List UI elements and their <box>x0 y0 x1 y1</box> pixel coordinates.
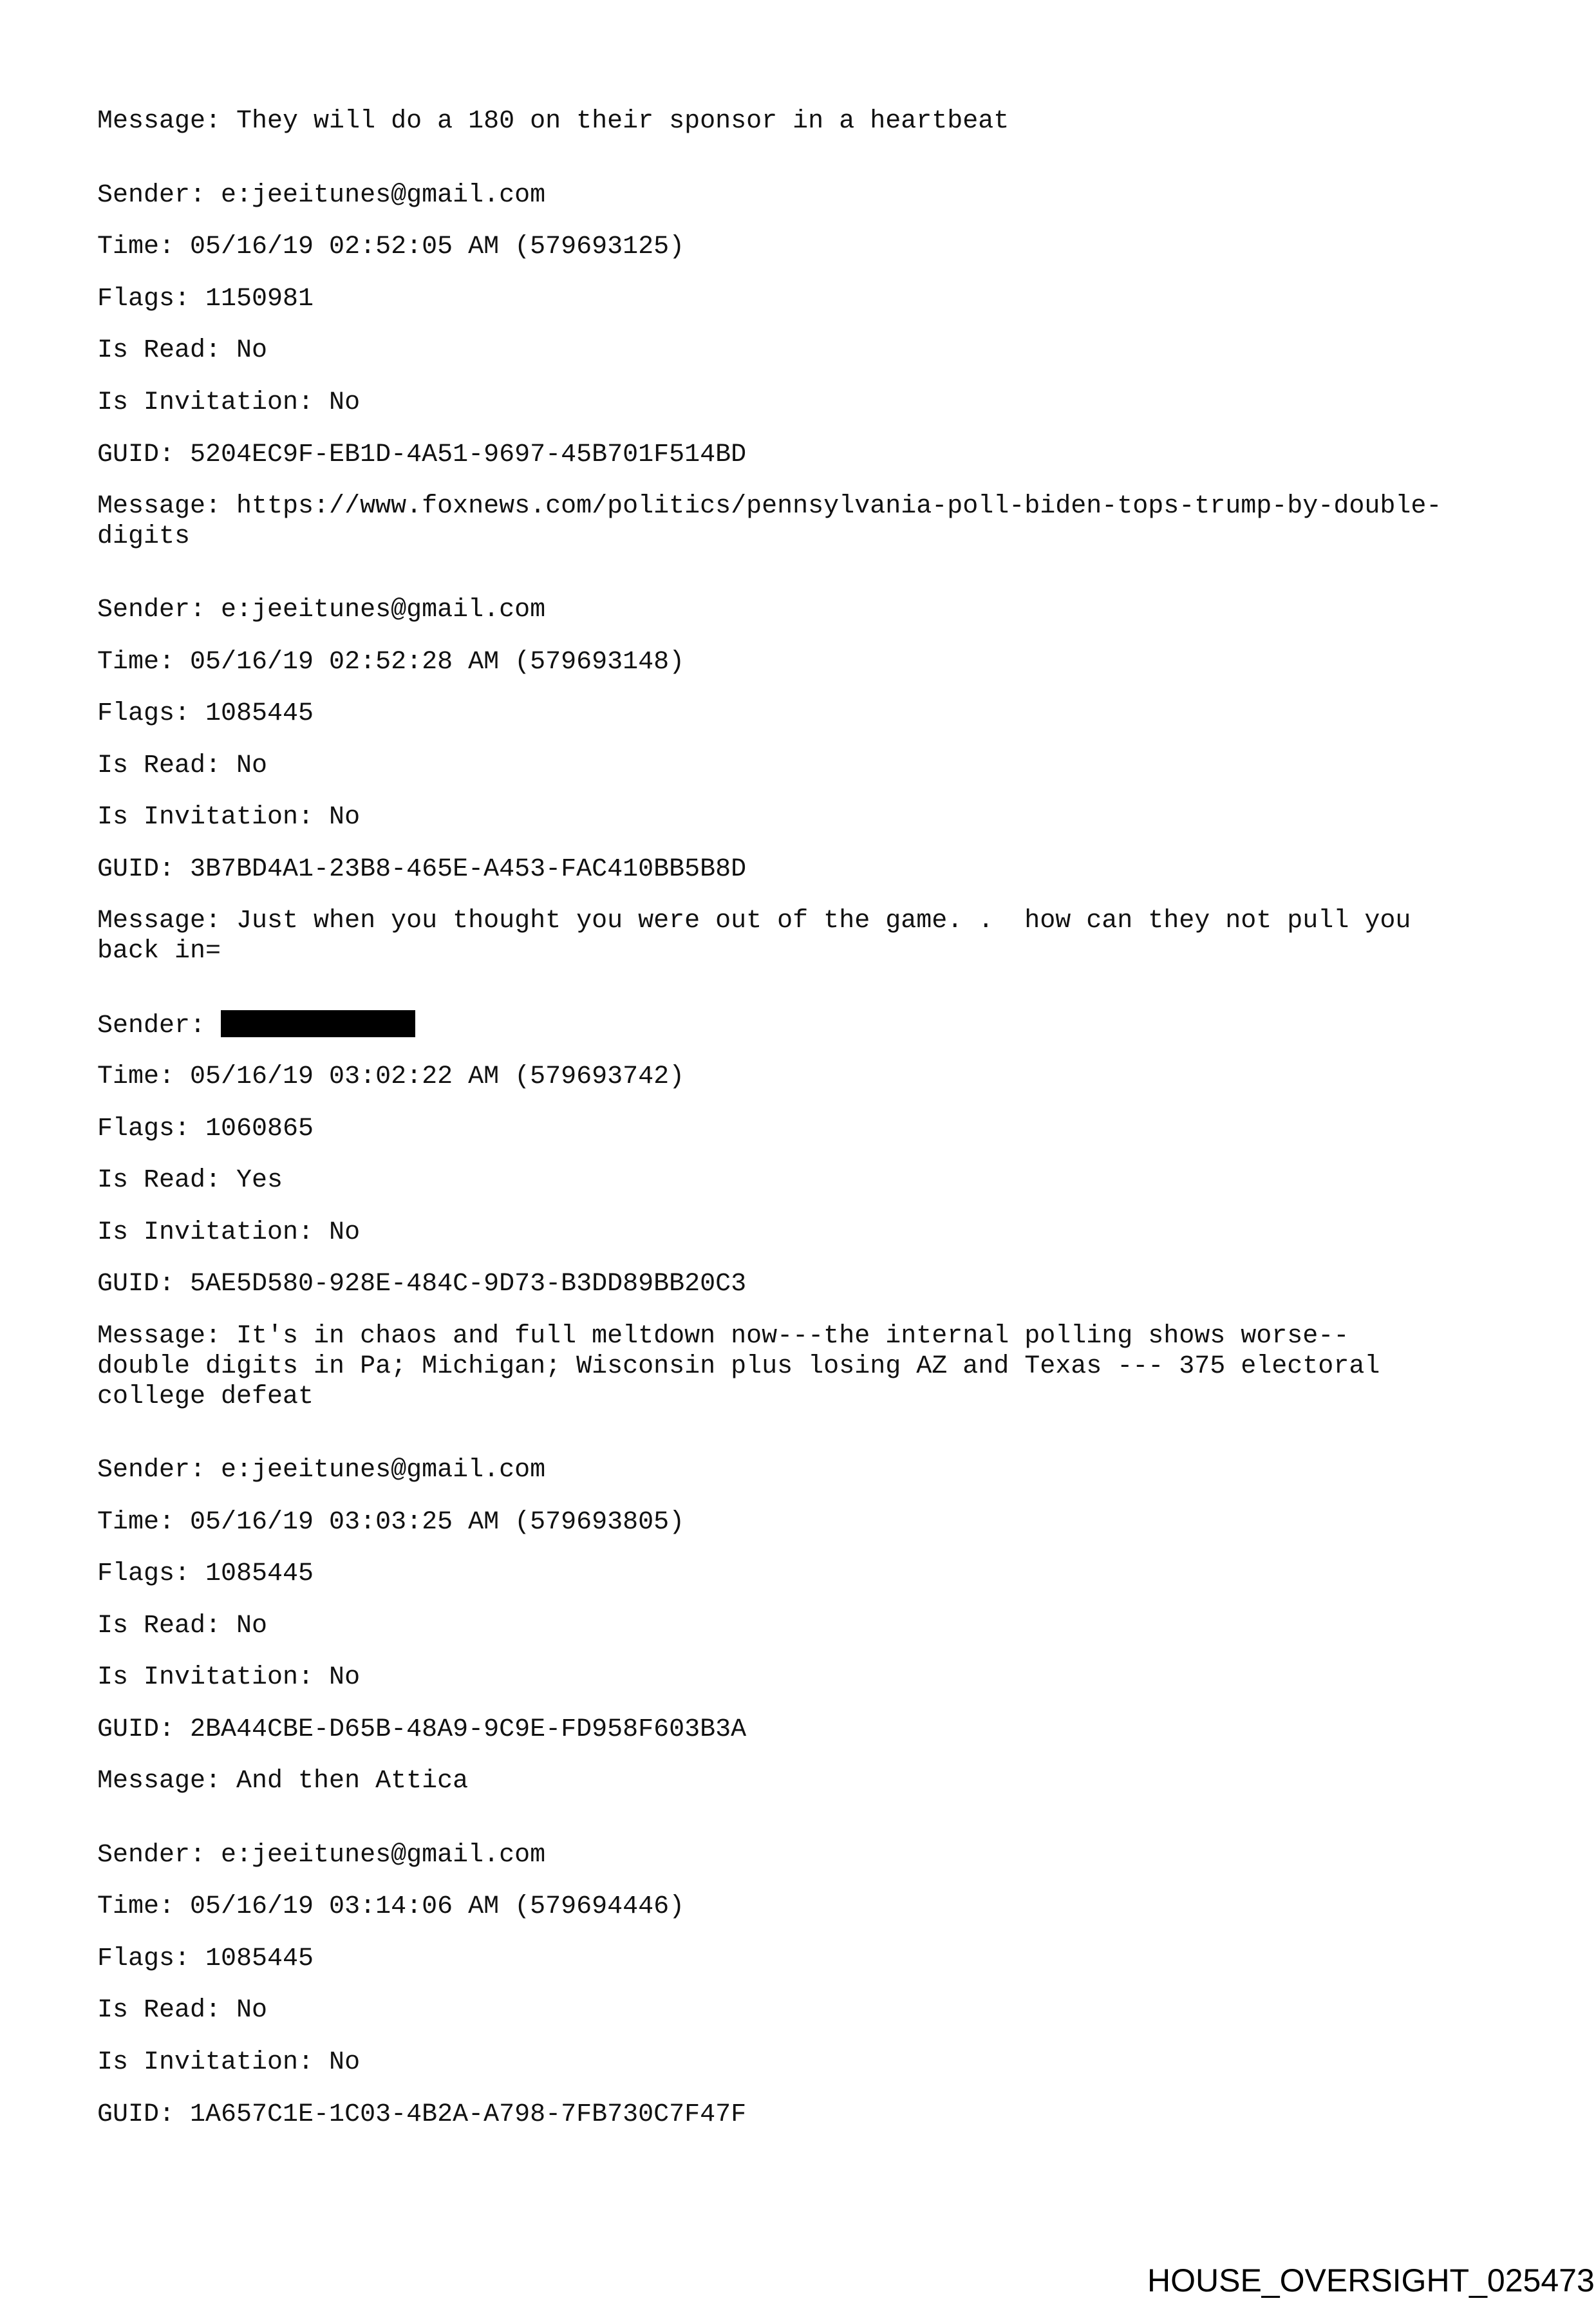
time-line: Time: 05/16/19 03:14:06 AM (579694446) <box>97 1892 685 1921</box>
guid-line: GUID: 2BA44CBE-D65B-48A9-9C9E-FD958F603B3A <box>97 1715 747 1744</box>
message-text-continued: back in= <box>97 937 221 966</box>
guid-line: GUID: 3B7BD4A1-23B8-465E-A453-FAC410BB5B8D <box>97 855 747 884</box>
is-invitation-line: Is Invitation: No <box>97 1218 361 1247</box>
guid-line: GUID: 5204EC9F-EB1D-4A51-9697-45B701F514BD <box>97 440 747 469</box>
sender-line: Sender: e:jeeitunes@gmail.com <box>97 181 546 210</box>
is-invitation-line: Is Invitation: No <box>97 388 361 417</box>
message-text-continued: double digits in Pa; Michigan; Wisconsin plus losing AZ and Texas --- 375 electoral <box>97 1352 1380 1381</box>
message-text-continued: digits <box>97 522 191 551</box>
sender-line-redacted <box>97 1010 415 1041</box>
time-line: Time: 05/16/19 03:03:25 AM (579693805) <box>97 1508 685 1537</box>
sender-line: Sender: e:jeeitunes@gmail.com <box>97 1456 546 1485</box>
flags-line: Flags: 1150981 <box>97 285 314 314</box>
message-text: Message: They will do a 180 on their sponsor in a heartbeat <box>97 107 1009 136</box>
is-read-line: Is Read: No <box>97 751 268 780</box>
time-line: Time: 05/16/19 02:52:28 AM (579693148) <box>97 648 685 677</box>
message-text: Message: And then Attica <box>97 1767 469 1796</box>
is-read-line: Is Read: No <box>97 1996 268 2025</box>
is-read-line: Is Read: No <box>97 1612 268 1640</box>
guid-line: GUID: 1A657C1E-1C03-4B2A-A798-7FB730C7F47F <box>97 2100 747 2129</box>
sender-line: Sender: e:jeeitunes@gmail.com <box>97 1841 546 1870</box>
is-invitation-line: Is Invitation: No <box>97 2048 361 2077</box>
guid-line: GUID: 5AE5D580-928E-484C-9D73-B3DD89BB20C3 <box>97 1270 747 1299</box>
message-text-continued: college defeat <box>97 1382 314 1411</box>
is-read-line: Is Read: No <box>97 336 268 365</box>
is-read-line: Is Read: Yes <box>97 1166 283 1195</box>
flags-line: Flags: 1085445 <box>97 1944 314 1973</box>
message-text: Message: It's in chaos and full meltdown now---the internal polling shows worse-- <box>97 1322 1349 1351</box>
redaction-bar <box>221 1010 415 1037</box>
flags-line: Flags: 1085445 <box>97 699 314 728</box>
is-invitation-line: Is Invitation: No <box>97 1663 361 1692</box>
sender-label: Sender: <box>97 1011 221 1040</box>
time-line: Time: 05/16/19 02:52:05 AM (579693125) <box>97 232 685 261</box>
is-invitation-line: Is Invitation: No <box>97 803 361 832</box>
flags-line: Flags: 1085445 <box>97 1559 314 1588</box>
flags-line: Flags: 1060865 <box>97 1114 314 1143</box>
sender-line: Sender: e:jeeitunes@gmail.com <box>97 596 546 625</box>
time-line: Time: 05/16/19 03:02:22 AM (579693742) <box>97 1062 685 1091</box>
message-text: Message: Just when you thought you were out of the game. . how can they not pull you <box>97 907 1411 935</box>
message-text: Message: https://www.foxnews.com/politics/pennsylvania-poll-biden-tops-trump-by-double- <box>97 492 1442 521</box>
bates-number: HOUSE_OVERSIGHT_025473 <box>1147 2262 1595 2298</box>
